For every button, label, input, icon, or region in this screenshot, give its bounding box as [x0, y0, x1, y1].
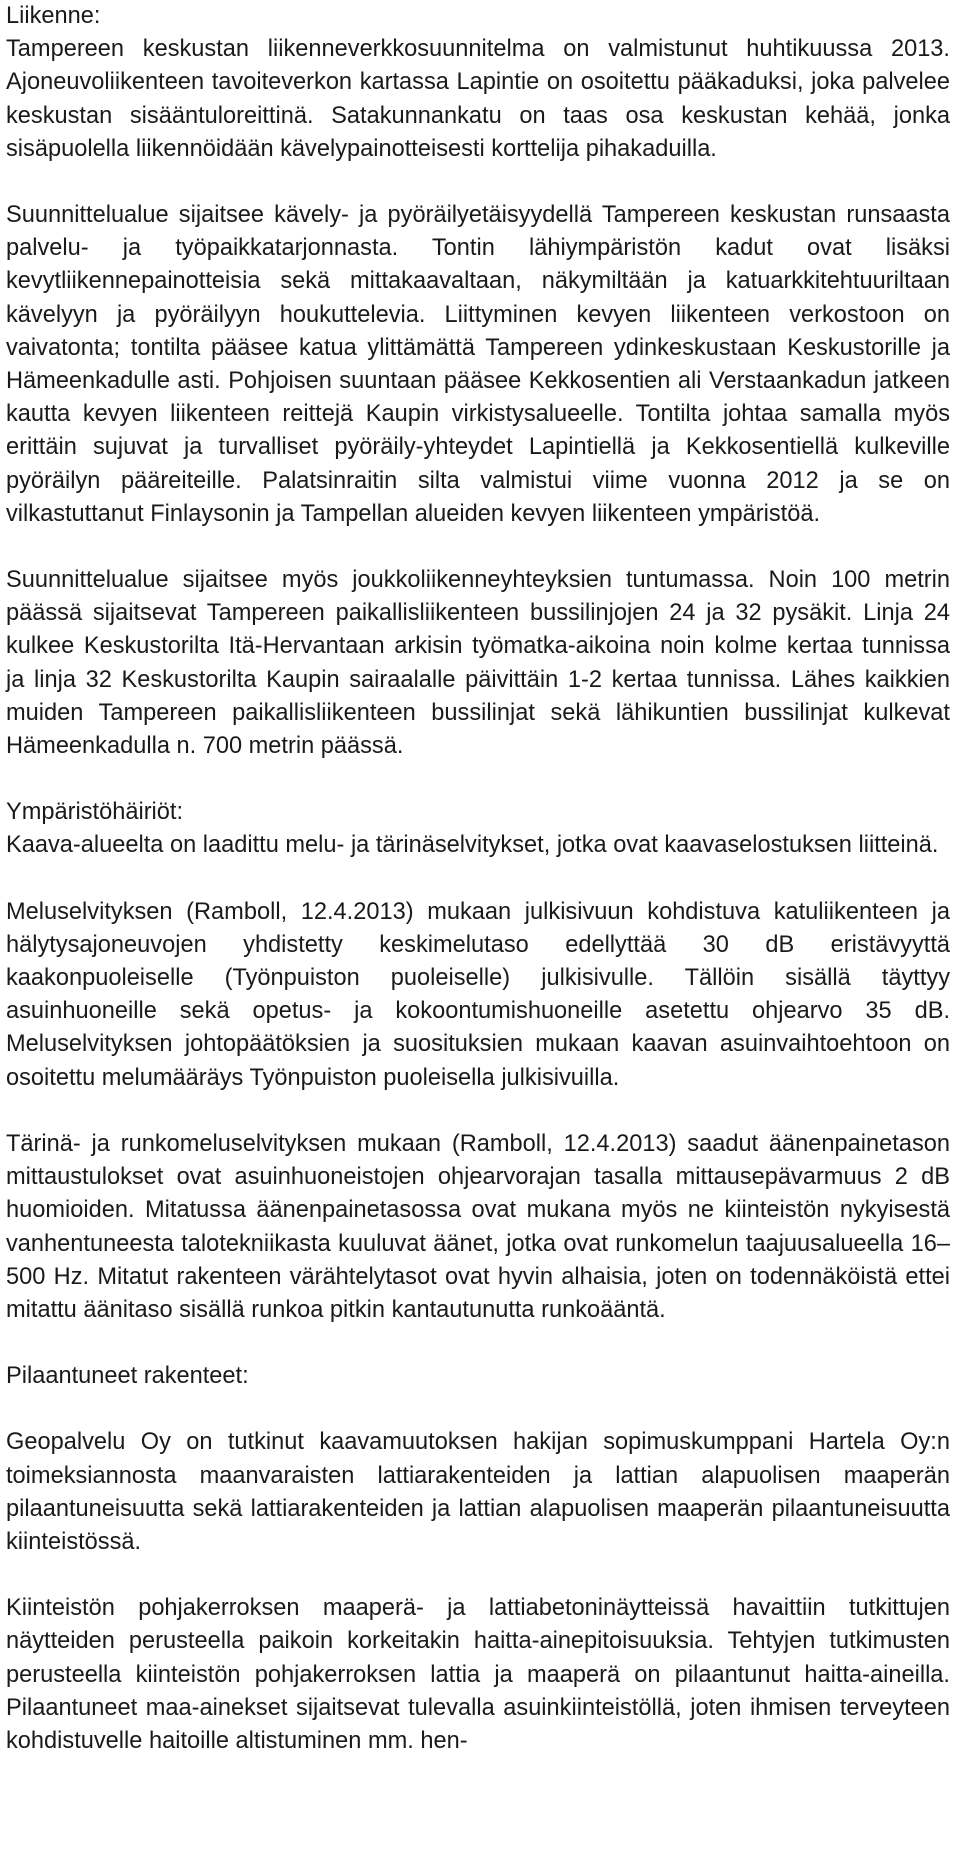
- paragraph: Geopalvelu Oy on tutkinut kaavamuutoksen hakijan sopimuskumppani Hartela Oy:n toimeksiannosta maanvaraisten lattiarakenteiden ja lattian alapuolisen maaperän pilaantuneisuutta sekä lattiarakenteiden ja lattian alapuolisen maaperän pilaantuneisuutta kiinteistössä.: [6, 1429, 950, 1555]
- paragraph: Kiinteistön pohjakerroksen maaperä- ja lattiabetoninäytteissä havaittiin tutkittujen näytteiden perusteella paikoin korkeitakin haitta-ainepitoisuuksia. Tehtyjen tutkimusten perusteella kiinteistön pohjakerroksen lattia ja maaperä on pilaantunut haitta-aineilla. Pilaantuneet maa-ainekset sijaitsevat tulevalla asuinkiinteistöllä, joten ihmisen terveyteen kohdistuvelle haitoille altistuminen mm. hen-: [6, 1595, 950, 1754]
- section-ymparistohairiot-paragraph: [6, 1128, 950, 1327]
- paragraph: Tampereen keskustan liikenneverkkosuunnitelma on valmistunut huhtikuussa 2013. Ajoneuvoliikenteen tavoiteverkon kartassa Lapintie on osoitettu pääkaduksi, joka palvelee keskustan sisääntuloreittinä. Satakunnankatu on taas osa keskustan kehää, jonka sisäpuolella liikennöidään kävelypainotteisesti korttelija pihakaduilla.: [6, 36, 950, 162]
- section-heading: Liikenne:: [6, 3, 101, 29]
- paragraph: Suunnittelualue sijaitsee myös joukkoliikenneyhteyksien tuntumassa. Noin 100 metrin päässä sijaitsevat Tampereen paikallisliikenteen bussilinjojen 24 ja 32 pysäkit. Linja 24 kulkee Keskustorilta Itä-Hervantaan arkisin työmatka-aikoina noin kolme kertaa tunnissa ja linja 32 Keskustorilta Kaupin sairaalalle päivittäin 1-2 kertaa tunnissa. Lähes kaikkien muiden Tampereen paikallisliikenteen bussilinjat sekä lähikuntien bussilinjat kulkevat Hämeenkadulla n. 700 metrin päässä.: [6, 567, 950, 760]
- section-ymparistohairiot-paragraph: [6, 896, 950, 1095]
- section-liikenne-paragraph: [6, 199, 950, 531]
- section-liikenne: [6, 0, 950, 166]
- section-ymparistohairiot: [6, 796, 950, 862]
- section-pilaantuneet-paragraph: [6, 1592, 950, 1758]
- paragraph: Kaava-alueelta on laadittu melu- ja tärinäselvitykset, jotka ovat kaavaselostuksen liitteinä.: [6, 832, 939, 859]
- paragraph: Tärinä- ja runkomeluselvityksen mukaan (Ramboll, 12.4.2013) saadut äänenpainetason mittaustulokset ovat asuinhuoneistojen ohjearvorajan tasalla mittausepävarmuus 2 dB huomioiden. Mitatussa äänenpainetasossa ovat mukana myös ne kiinteistön nykyisestä vanhentuneesta talotekniikasta kuuluvat äänet, jotka ovat runkomelun taajuusalueella 16–500 Hz. Mitatut rakenteen värähtelytasot ovat hyvin alhaisia, joten on todennäköistä ettei mitattu äänitaso sisällä runkoa pitkin kantautunutta runkoääntä.: [6, 1130, 950, 1323]
- paragraph: Suunnittelualue sijaitsee kävely- ja pyöräilyetäisyydellä Tampereen keskustan runsaasta palvelu- ja työpaikkatarjonnasta. Tontin lähiympäristön kadut ovat lisäksi kevytliikennepainotteisia sekä mittakaavaltaan, näkymiltään ja katuarkkitehtuuriltaan kävelyyn ja pyöräilyyn houkuttelevia. Liittyminen kevyen liikenteen verkostoon on vaivatonta; tontilta pääsee katua ylittämättä Tampereen ydinkeskustaan Keskustorille ja Hämeenkadulle asti. Pohjoisen suuntaan pääsee Kekkosentien ali Verstaankadun jatkeen kautta kevyen liikenteen reittejä Kaupin virkistysalueelle. Tontilta johtaa samalla myös erittäin sujuvat ja turvalliset pyöräily-yhteydet Lapintiellä ja Kekkosentiellä kulkeville pyöräilyn pääreiteille. Palatsinraitin silta valmistui viime vuonna 2012 ja se on vilkastuttanut Finlaysonin ja Tampellan alueiden kevyen liikenteen ympäristöä.: [6, 202, 950, 527]
- section-liikenne-paragraph: [6, 564, 950, 763]
- section-heading: Pilaantuneet rakenteet:: [6, 1363, 249, 1390]
- section-pilaantuneet-paragraph: [6, 1426, 950, 1559]
- section-heading: Ympäristöhäiriöt:: [6, 799, 184, 826]
- paragraph: Meluselvityksen (Ramboll, 12.4.2013) mukaan julkisivuun kohdistuva katuliikenteen ja hälytysajoneuvojen yhdistetty keskimelutaso edellyttää 30 dB eristävyyttä kaakonpuoleiselle (Työnpuiston puoleiselle) julkisivulle. Tällöin sisällä täyttyy asuinhuoneille sekä opetus- ja kokoontumishuoneille asetettu ohjearvo 35 dB. Meluselvityksen johtopäätöksien ja suosituksien mukaan kaavan asuinvaihtoehtoon on osoitettu melumääräys Työnpuiston puoleisella julkisivuilla.: [6, 898, 950, 1091]
- section-pilaantuneet-rakenteet: [6, 1360, 950, 1393]
